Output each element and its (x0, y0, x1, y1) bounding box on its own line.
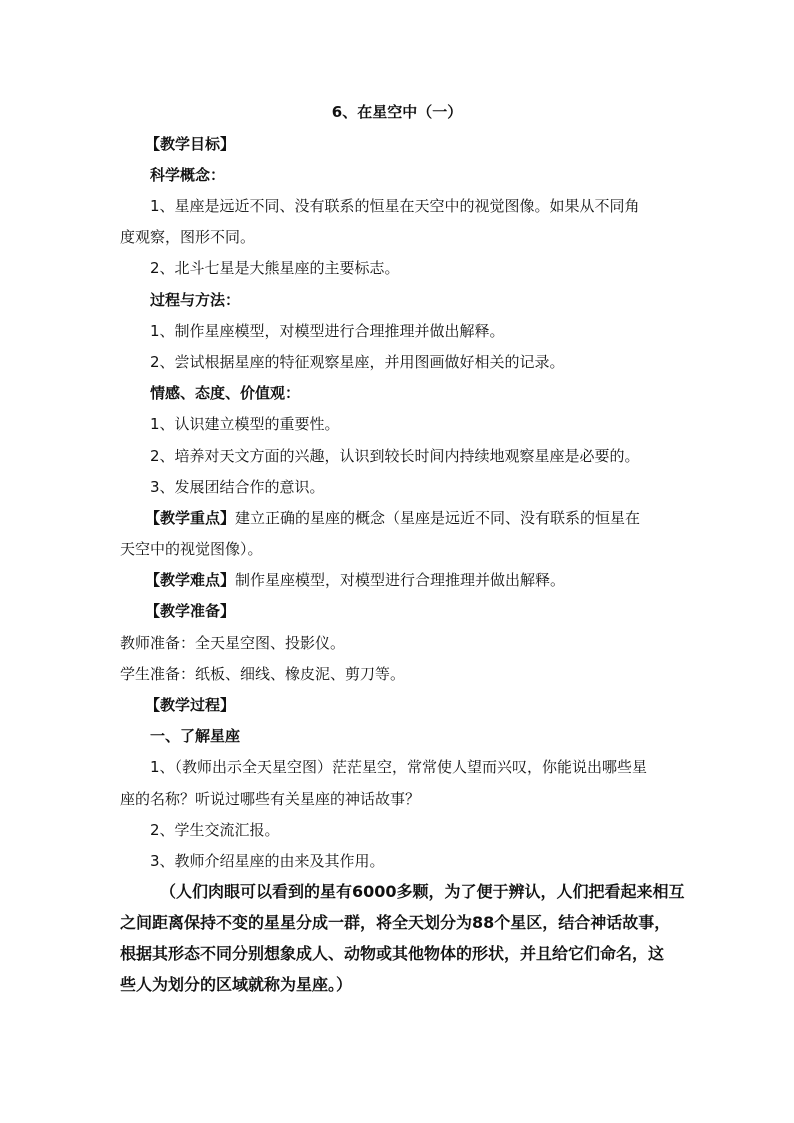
process-item-2: 2、尝试根据星座的特征观察星座，并用图画做好相关的记录。 (150, 353, 565, 371)
science-concept-heading: 科学概念： (150, 166, 226, 184)
step-1-line-1: 1、（教师出示全天星空图）茫茫星空，常常使人望而兴叹，你能说出哪些星 (150, 758, 648, 776)
difficulty-label: 【教学难点】 (145, 571, 236, 589)
step-3: 3、教师介绍星座的由来及其作用。 (150, 852, 385, 870)
emotion-item-3: 3、发展团结合作的意识。 (150, 478, 325, 496)
part-one-heading: 一、了解星座 (150, 727, 241, 745)
note-line-1: （人们肉眼可以看到的星有6000多颗，为了便于辨认，人们把看起来相互 (160, 882, 685, 901)
process-method-heading: 过程与方法： (150, 291, 241, 309)
step-2: 2、学生交流汇报。 (150, 821, 280, 839)
concept-item-1-line-1: 1、星座是远近不同、没有联系的恒星在天空中的视觉图像。如果从不同角 (150, 197, 640, 215)
concept-item-1-line-2: 度观察，图形不同。 (120, 228, 256, 246)
teaching-process-heading: 【教学过程】 (145, 696, 236, 714)
teacher-preparation: 教师准备：全天星空图、投影仪。 (120, 634, 346, 652)
page-title: 6、在星空中（一） (331, 103, 463, 121)
preparation-heading: 【教学准备】 (145, 602, 236, 620)
emotion-item-1: 1、认识建立模型的重要性。 (150, 415, 340, 433)
process-item-1: 1、制作星座模型，对模型进行合理推理并做出解释。 (150, 322, 505, 340)
key-point-text: 建立正确的星座的概念（星座是远近不同、没有联系的恒星在 (235, 509, 641, 527)
student-preparation: 学生准备：纸板、细线、橡皮泥、剪刀等。 (120, 665, 406, 683)
objectives-heading: 【教学目标】 (145, 135, 236, 153)
difficulty-line (145, 570, 565, 590)
difficulty-text: 制作星座模型，对模型进行合理推理并做出解释。 (235, 571, 566, 589)
key-point-label: 【教学重点】 (145, 509, 236, 527)
key-point-line-2: 天空中的视觉图像）。 (120, 540, 263, 558)
note-line-2: 之间距离保持不变的星星分成一群，将全天划分为88个星区，结合神话故事， (120, 913, 671, 932)
concept-item-2: 2、北斗七星是大熊星座的主要标志。 (150, 259, 400, 277)
note-line-3: 根据其形态不同分别想象成人、动物或其他物体的形状，并且给它们命名，这 (120, 944, 665, 963)
key-point-line-1 (145, 508, 640, 528)
emotion-item-2: 2、培养对天文方面的兴趣，认识到较长时间内持续地观察星座是必要的。 (150, 447, 640, 465)
step-1-line-2: 座的名称？听说过哪些有关星座的神话故事？ (120, 790, 421, 808)
note-line-4: 些人为划分的区域就称为星座。） (120, 975, 353, 994)
emotion-attitude-heading: 情感、态度、价值观： (150, 384, 301, 402)
